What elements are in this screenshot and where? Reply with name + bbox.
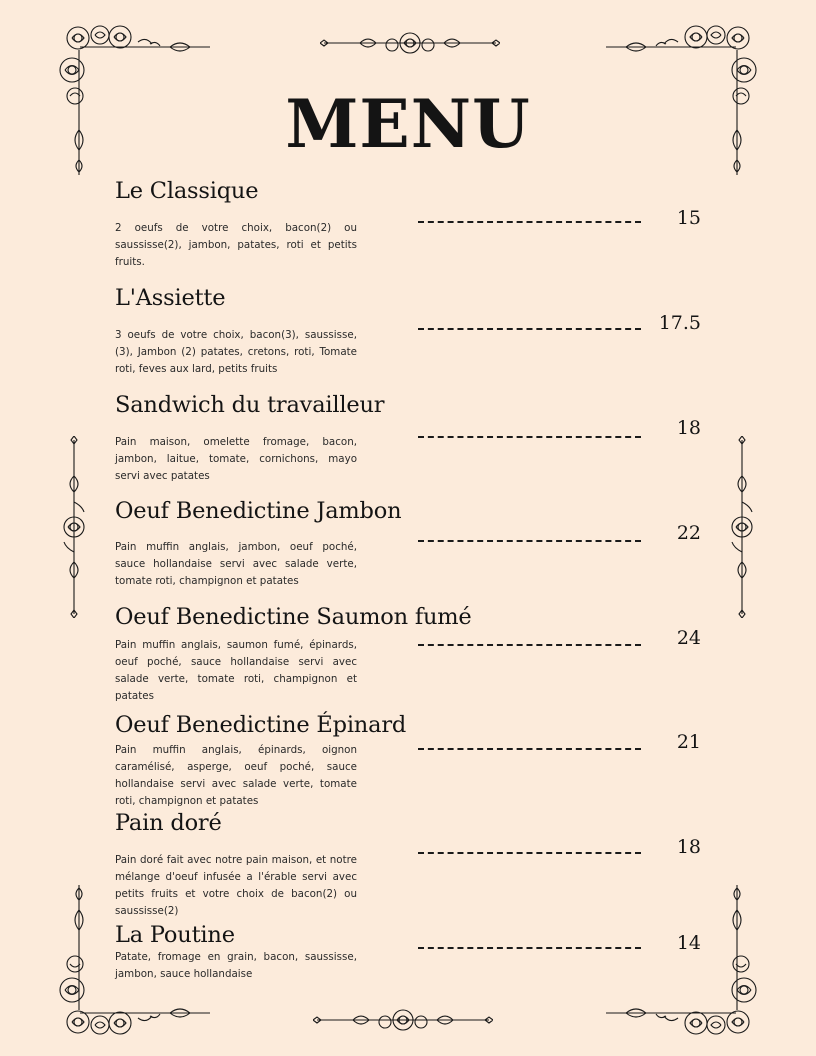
dotted-leader	[418, 644, 641, 646]
item-price: 15	[676, 207, 701, 229]
item-description: Pain maison, omelette fromage, bacon, jambon, laitue, tomate, cornichons, mayo servi avec patates	[115, 436, 357, 482]
dotted-leader	[418, 436, 641, 438]
top-center-rose-ornament-icon	[320, 28, 500, 58]
item-description: Pain muffin anglais, saumon fumé, épinards, oeuf poché, sauce hollandaise servi avec salade verte, tomate roti, champignon et patates	[115, 639, 357, 702]
item-name: Pain doré	[115, 810, 222, 836]
menu-item	[115, 602, 715, 702]
item-name: Oeuf Benedictine Épinard	[115, 712, 407, 738]
item-price: 22	[676, 522, 701, 544]
item-price: 21	[676, 731, 701, 753]
menu-item	[115, 390, 715, 482]
menu-item	[115, 283, 715, 375]
menu-item	[115, 920, 715, 980]
item-description: 2 oeufs de votre choix, bacon(2) ou saussisse(2), jambon, patates, roti et petits fruits.	[115, 222, 357, 268]
item-description: Patate, fromage en grain, bacon, saussisse, jambon, sauce hollandaise	[115, 951, 357, 980]
corner-rose-ornament-bottom-right-icon	[596, 880, 766, 1040]
item-price: 24	[676, 627, 701, 649]
menu-item	[115, 496, 715, 587]
bottom-center-rose-ornament-icon	[313, 1005, 493, 1035]
item-price: 17.5	[658, 312, 701, 334]
item-description: 3 oeufs de votre choix, bacon(3), saussisse, (3), Jambon (2) patates, cretons, roti, Tomate roti, feves aux lard, petits fruits	[115, 329, 357, 375]
item-name: La Poutine	[115, 922, 235, 948]
item-price: 14	[676, 932, 701, 954]
dotted-leader	[418, 328, 641, 330]
item-name: Oeuf Benedictine Jambon	[115, 498, 402, 524]
item-price: 18	[676, 417, 701, 439]
dotted-leader	[418, 221, 641, 223]
dotted-leader	[418, 540, 641, 542]
item-description: Pain doré fait avec notre pain maison, et notre mélange d'oeuf infusée a l'érable servi avec petits fruits et votre choix de bacon(2) ou saussisse(2)	[115, 854, 357, 917]
item-name: L'Assiette	[115, 285, 226, 311]
item-price: 18	[676, 836, 701, 858]
item-description: Pain muffin anglais, jambon, oeuf poché, sauce hollandaise servi avec salade verte, tomate roti, champignon et patates	[115, 541, 357, 587]
left-side-rose-ornament-icon	[58, 436, 90, 618]
item-name: Le Classique	[115, 178, 259, 204]
menu-item	[115, 808, 715, 917]
menu-item	[115, 176, 715, 268]
item-name: Oeuf Benedictine Saumon fumé	[115, 604, 472, 630]
menu-item	[115, 710, 715, 807]
dotted-leader	[418, 748, 641, 750]
item-description: Pain muffin anglais, épinards, oignon caramélisé, asperge, oeuf poché, sauce hollandaise servi avec salade verte, tomate roti, champignon et patates	[115, 744, 357, 807]
dotted-leader	[418, 947, 641, 949]
right-side-rose-ornament-icon	[726, 436, 758, 618]
menu-title: MENU	[285, 85, 531, 163]
dotted-leader	[418, 852, 641, 854]
item-name: Sandwich du travailleur	[115, 392, 385, 418]
